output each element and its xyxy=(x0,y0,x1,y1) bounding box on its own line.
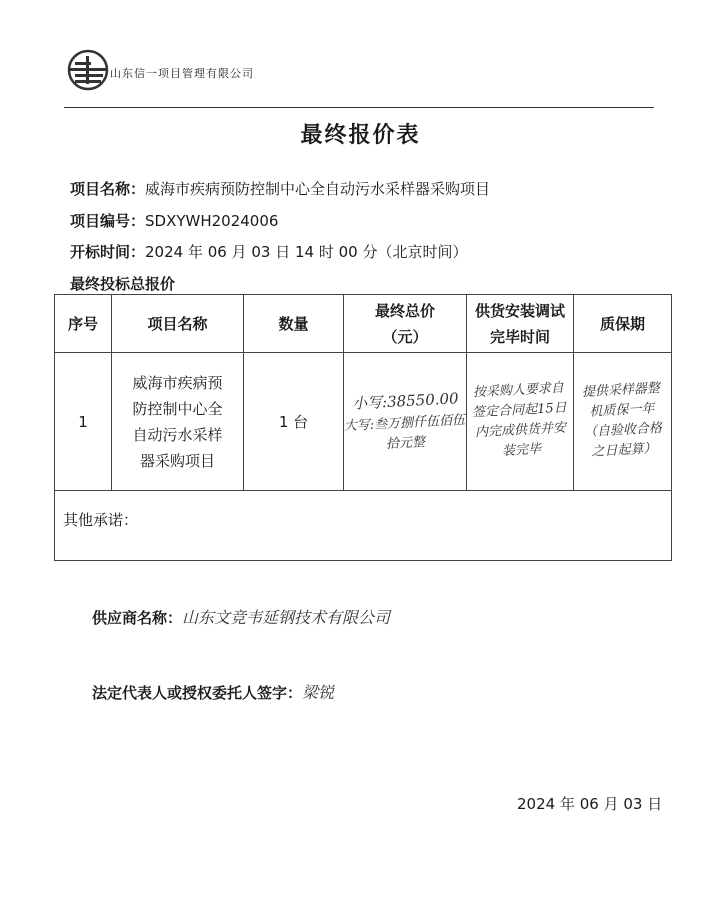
bid-opening-label: 开标时间： xyxy=(70,243,146,261)
bid-opening-line xyxy=(70,241,467,262)
project-number-line xyxy=(70,210,278,231)
company-logo-icon xyxy=(66,48,110,92)
representative-line xyxy=(92,680,334,703)
row-project-name: 威海市疾病预防控制中心全自动污水采样器采购项目 xyxy=(112,353,244,491)
price-handwritten-caps: 大写:叁万捌仟伍佰伍拾元整 xyxy=(343,412,466,452)
table-header-cell: 序号 xyxy=(55,295,112,353)
quote-table xyxy=(54,294,672,561)
representative-label: 法定代表人或授权委托人签字： xyxy=(92,684,303,702)
row-warranty-cell xyxy=(574,353,672,491)
footer-date: 2024 年 06 月 03 日 xyxy=(517,795,663,813)
row-quantity: 1 台 xyxy=(244,353,344,491)
table-header-cell: 质保期 xyxy=(574,295,672,353)
supplier-line xyxy=(92,605,390,628)
section-title: 最终投标总报价 xyxy=(70,275,176,293)
row-index: 1 xyxy=(55,353,112,491)
project-name-line xyxy=(70,178,490,199)
table-header-cell: 项目名称 xyxy=(112,295,244,353)
table-header-cell: 最终总价（元） xyxy=(344,295,467,353)
project-name-value: 威海市疾病预防控制中心全自动污水采样器采购项目 xyxy=(145,180,491,198)
project-number-label: 项目编号： xyxy=(70,212,146,230)
table-row xyxy=(55,353,672,491)
project-number-value: SDXYWH2024006 xyxy=(145,212,279,230)
other-commitment-row xyxy=(55,491,672,561)
representative-signature: 梁锐 xyxy=(302,683,335,702)
table-header-cell: 供货安装调试完毕时间 xyxy=(467,295,574,353)
other-commitment-label: 其他承诺： xyxy=(55,491,672,561)
header-divider xyxy=(64,107,654,108)
supplier-label: 供应商名称： xyxy=(92,609,183,627)
page-title: 最终报价表 xyxy=(300,123,421,148)
delivery-handwritten: 按采购人要求自签定合同起15日内完成供货并安装完毕 xyxy=(471,380,568,459)
row-delivery-cell xyxy=(467,353,574,491)
table-header-cell: 数量 xyxy=(244,295,344,353)
company-name: 山东信一项目管理有限公司 xyxy=(110,67,254,80)
bid-opening-value: 2024 年 06 月 03 日 14 时 00 分（北京时间） xyxy=(145,243,468,261)
price-handwritten: 小写:38550.00 xyxy=(351,389,459,413)
table-header-row xyxy=(55,295,672,353)
supplier-handwritten: 山东文竞韦延钢技术有限公司 xyxy=(182,608,391,627)
warranty-handwritten: 提供采样器整机质保一年（自验收合格之日起算） xyxy=(581,381,663,460)
project-name-label: 项目名称： xyxy=(70,180,146,198)
row-price-cell xyxy=(344,353,467,491)
